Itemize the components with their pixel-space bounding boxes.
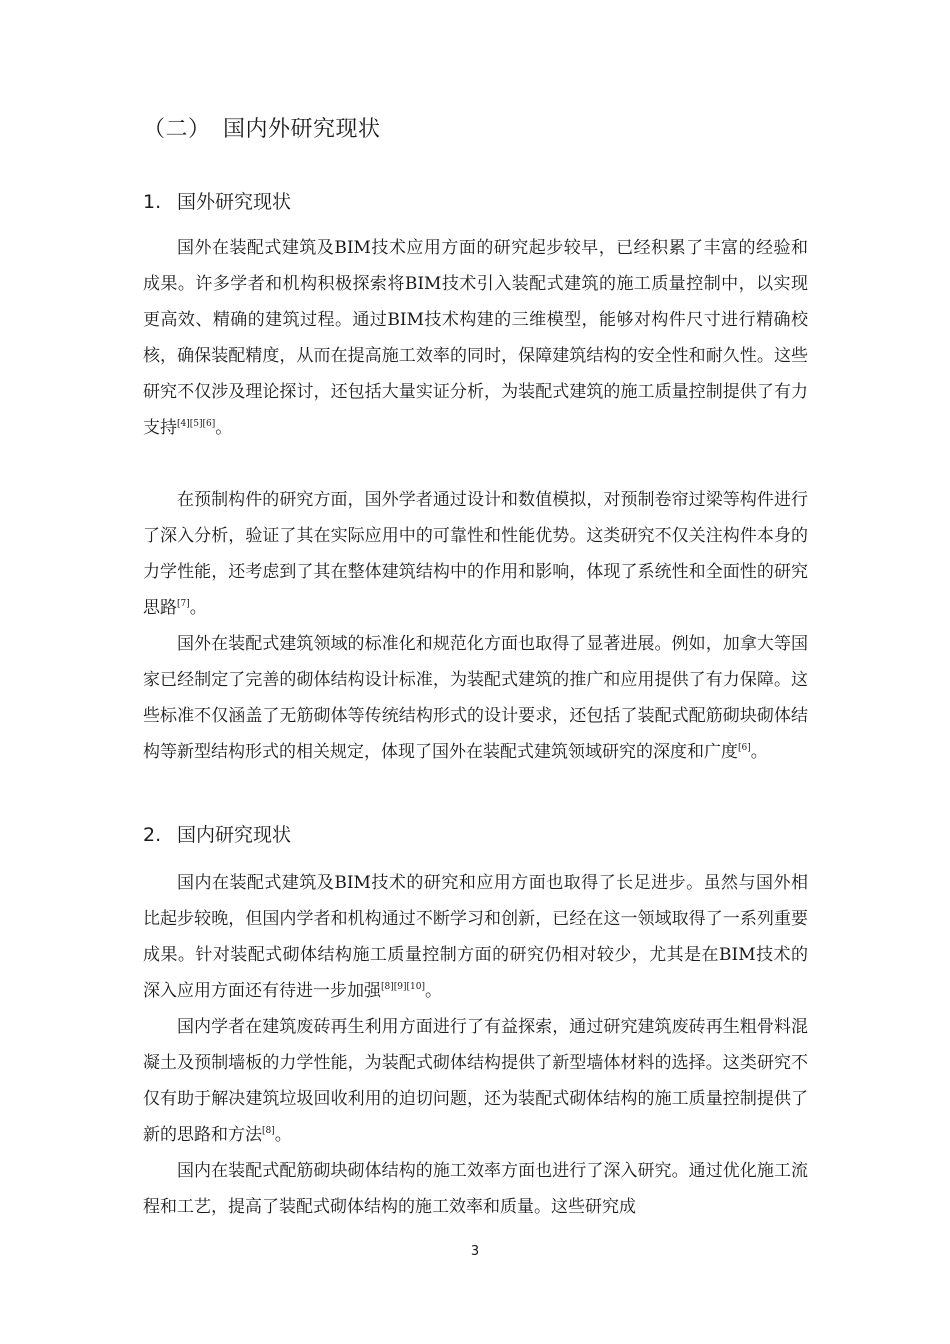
section-title: 国内外研究现状 [223, 117, 381, 142]
paragraph [143, 482, 808, 626]
subsection-heading-domestic [143, 820, 291, 847]
section-heading [143, 112, 381, 143]
citation: [4][5][6] [177, 419, 216, 429]
citation: [8][9][10] [381, 982, 425, 992]
subsection-title: 国内研究现状 [177, 824, 292, 846]
paragraph [143, 1153, 808, 1225]
paragraph [143, 865, 808, 1009]
paragraph-end: 。 [424, 981, 442, 1001]
paragraph [143, 1009, 808, 1153]
paragraph-text: 在预制构件的研究方面，国外学者通过设计和数值模拟，对预制卷帘过梁等构件进行了深入分析，验证了其在实际应用中的可靠性和性能优势。这类研究不仅关注构件本身的力学性能，还考虑到了其在整体建筑结构中的作用和影响，体现了系统性和全面性的研究思路 [143, 490, 808, 618]
paragraph-text: 国外在装配式建筑及BIM技术应用方面的研究起步较早，已经积累了丰富的经验和成果。许多学者和机构积极探索将BIM技术引入装配式建筑的施工质量控制中，以实现更高效、精确的建筑过程。通过BIM技术构建的三维模型，能够对构件尺寸进行精确校核，确保装配精度，从而在提高施工效率的同时，保障建筑结构的安全性和耐久性。这些研究不仅涉及理论探讨，还包括大量实证分析，为装配式建筑的施工质量控制提供了有力支持 [143, 238, 808, 438]
citation: [7] [177, 599, 190, 609]
paragraph [143, 230, 808, 446]
paragraph-end: 。 [215, 418, 233, 438]
section-number: （二） [143, 117, 211, 142]
paragraph [143, 626, 808, 770]
subsection-number: 1. [143, 191, 162, 213]
paragraph-end: 。 [750, 742, 768, 762]
paragraph-end: 。 [274, 1125, 292, 1145]
subsection-title: 国外研究现状 [177, 191, 292, 213]
paragraph-text: 国内学者在建筑废砖再生利用方面进行了有益探索，通过研究建筑废砖再生粗骨料混凝土及预制墙板的力学性能，为装配式砌体结构提供了新型墙体材料的选择。这类研究不仅有助于解决建筑垃圾回收利用的迫切问题，还为装配式砌体结构的施工质量控制提供了新的思路和方法 [143, 1017, 808, 1145]
paragraph-text: 国内在装配式建筑及BIM技术的研究和应用方面也取得了长足进步。虽然与国外相比起步较晚，但国内学者和机构通过不断学习和创新，已经在这一领域取得了一系列重要成果。针对装配式砌体结构施工质量控制方面的研究仍相对较少，尤其是在BIM技术的深入应用方面还有待进一步加强 [143, 873, 808, 1001]
paragraph-text: 国外在装配式建筑领域的标准化和规范化方面也取得了显著进展。例如，加拿大等国家已经制定了完善的砌体结构设计标准，为装配式建筑的推广和应用提供了有力保障。这些标准不仅涵盖了无筋砌体等传统结构形式的设计要求，还包括了装配式配筋砌块砌体结构等新型结构形式的相关规定，体现了国外在装配式建筑领域研究的深度和广度 [143, 634, 808, 762]
page-number: 3 [470, 1244, 480, 1259]
citation: [8] [262, 1126, 275, 1136]
citation: [6] [738, 743, 751, 753]
subsection-number: 2. [143, 824, 162, 846]
paragraph-end: 。 [189, 598, 207, 618]
subsection-heading-foreign [143, 187, 291, 214]
paragraph-text: 国内在装配式配筋砌块砌体结构的施工效率方面也进行了深入研究。通过优化施工流程和工艺，提高了装配式砌体结构的施工效率和质量。这些研究成 [143, 1161, 808, 1217]
